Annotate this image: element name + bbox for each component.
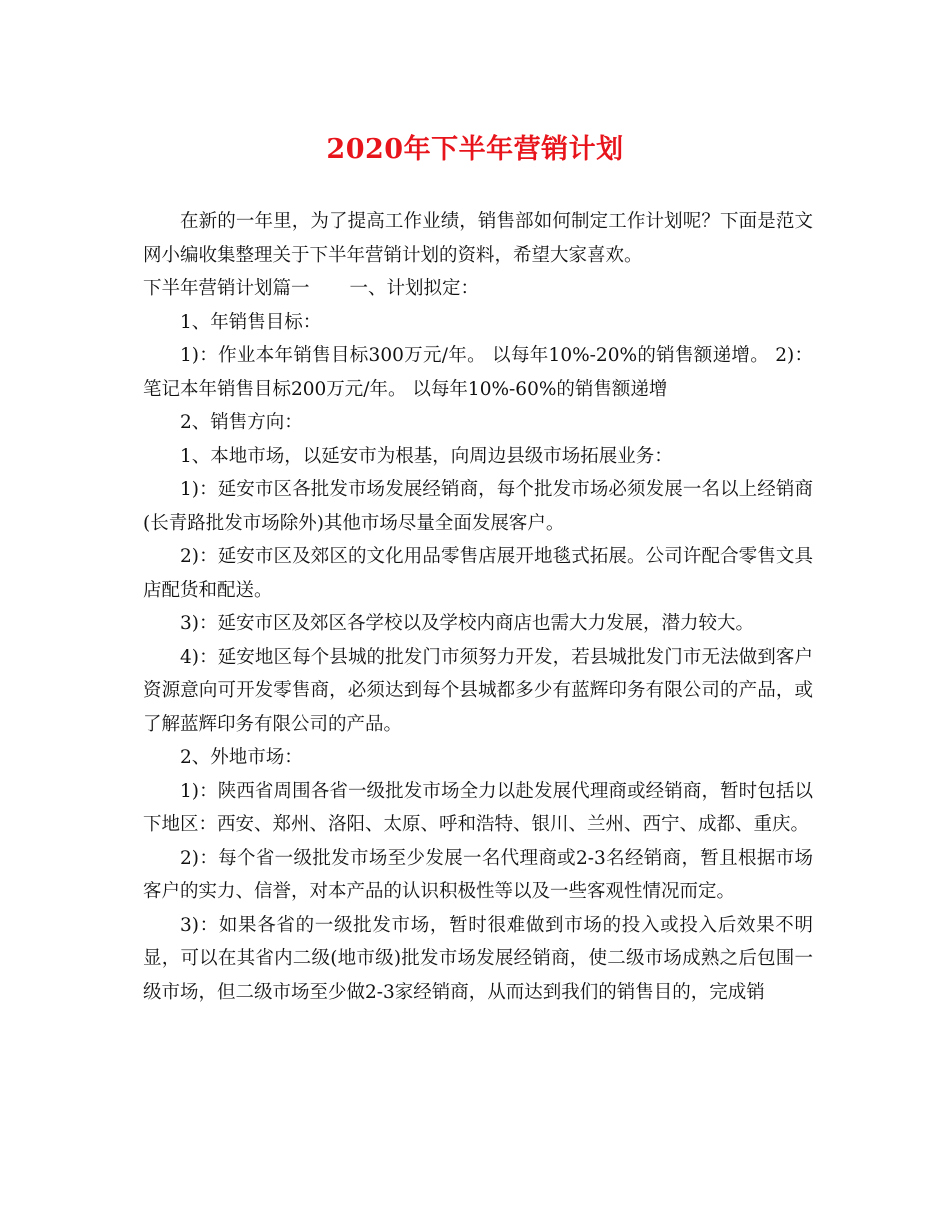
paragraph: 2、销售方向： — [180, 412, 303, 433]
document-body — [143, 205, 813, 1009]
section-heading: 下半年营销计划篇一 — [143, 278, 310, 299]
intro-paragraph: 在新的一年里，为了提高工作业绩，销售部如何制定工作计划呢？下面是范文网小编收集整理关于下半年营销计划的资料，希望大家喜欢。 — [143, 211, 813, 266]
plan-heading: 一、计划拟定： — [349, 278, 480, 299]
paragraph: 2)：延安市区及郊区的文化用品零售店展开地毯式拓展。公司许配合零售文具店配货和配送。 — [143, 546, 813, 601]
paragraph: 2、外地市场： — [180, 747, 303, 768]
paragraph: 1、年销售目标： — [180, 311, 322, 333]
paragraph: 1)：陕西省周围各省一级批发市场全力以赴发展代理商或经销商，暂时包括以下地区：西安、郑州、洛阳、太原、呼和浩特、银川、兰州、西宁、成都、重庆。 — [143, 780, 813, 835]
section-heading-line — [143, 272, 813, 306]
paragraph: 2)：每个省一级批发市场至少发展一名代理商或2-3名经销商，暂且根据市场客户的实力、信誉，对本产品的认识积极性等以及一些客观性情况而定。 — [143, 847, 813, 902]
document-title: 2020年下半年营销计划 — [326, 134, 624, 165]
paragraph: 1、本地市场，以延安市为根基，向周边县级市场拓展业务： — [180, 445, 673, 467]
paragraph: 3)：延安市区及郊区各学校以及学校内商店也需大力发展，潜力较大。 — [180, 613, 754, 634]
paragraph: 1)：作业本年销售目标300万元/年。 以每年10%-20%的销售额递增。 2)：笔记本年销售目标200万元/年。 以每年10%-60%的销售额递增 — [143, 345, 813, 400]
paragraph: 3)：如果各省的一级批发市场，暂时很难做到市场的投入或投入后效果不明显，可以在其省内二级(地市级)批发市场发展经销商，使二级市场成熟之后包围一级市场，但二级市场至少做2-3家经销商，从而达到我们的销售目的，完成销 — [143, 914, 813, 1003]
paragraph: 4)：延安地区每个县城的批发门市须努力开发，若县城批发门市无法做到客户资源意向可开发零售商，必须达到每个县城都多少有蓝辉印务有限公司的产品，或了解蓝辉印务有限公司的产品。 — [143, 646, 813, 735]
paragraph: 1)：延安市区各批发市场发展经销商，每个批发市场必须发展一名以上经销商(长青路批发市场除外)其他市场尽量全面发展客户。 — [143, 479, 813, 534]
